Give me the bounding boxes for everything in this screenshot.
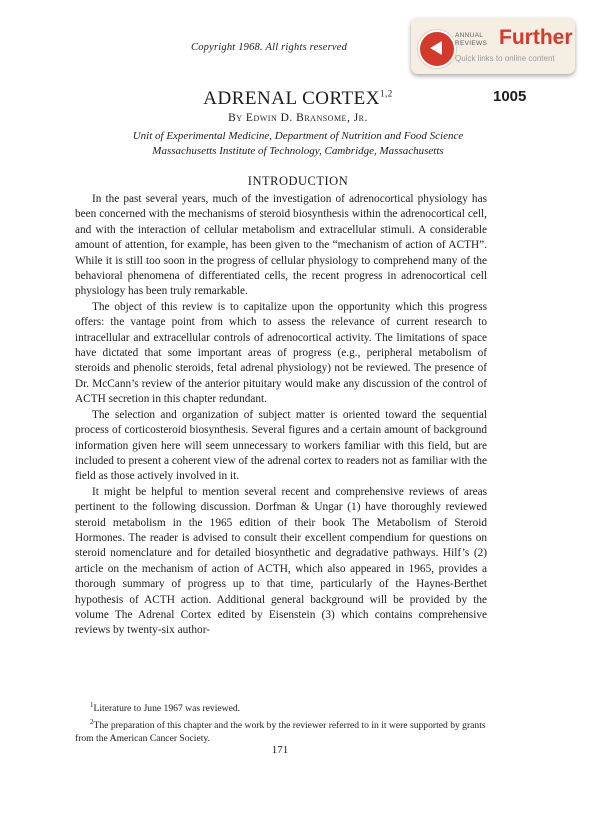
affiliation	[0, 129, 596, 158]
title-text: ADRENAL CORTEX	[203, 88, 380, 109]
footnote-2-mark: 2	[90, 717, 94, 726]
paragraph-4: It might be helpful to mention several recent and comprehensive reviews of areas pertinent to the following discussion. Dorfman & Ungar (1) have thoroughly reviewed steroid metabolism in the 1965 edition of their book The Metabolism of Steroid Hormones. The reader is advised to consult their excellent compendium for questions on steroid nomenclature and for detailed biosynthetic and degradative pathways. Hilf’s (2) article on the mechanism of action of ACTH, which also appeared in 1965, provides a thorough summary of progress up to that time, particularly of the Haynes-Berthet hypothesis of ACTH action. Additional general background will be provided by the volume The Adrenal Cortex edited by Eisenstein (3) which contains comprehensive reviews by twenty-six author-	[75, 485, 487, 637]
paragraph-3: The selection and organization of subject matter is oriented toward the sequential process of corticosteroid biosynthesis. Several figures and a certain amount of background information given here will seem unnecessary to workers familiar with this field, but are included to present a coherent view of the adrenal cortex to readers not as familiar with the field as those actively involved in it.	[75, 408, 487, 483]
brand-line-annual: ANNUAL	[455, 32, 484, 39]
brand-line-reviews: REVIEWS	[455, 39, 488, 47]
further-banner[interactable]	[411, 18, 575, 74]
further-label[interactable]: Further	[499, 26, 573, 49]
footnote-2-text: The preparation of this chapter and the work by the reviewer referred to in it were supported by grants from the American Cancer Society.	[75, 719, 486, 745]
affiliation-line-1: Unit of Experimental Medicine, Department of Nutrition and Food Science	[132, 130, 464, 142]
footnote-1-text: Literature to June 1967 was reviewed.	[93, 703, 241, 715]
page-number: 1005	[493, 88, 527, 105]
footnote-1	[75, 699, 487, 716]
paragraph-2: The object of this review is to capitalize upon the opportunity which this progress offers: the vantage point from which to assess the relevance of current research to intracellular and extracellular controls of adrenocortical activity. The limitations of space have dictated that some important areas of progress (e.g., peripheral metabolism of steroids and phenolic steroids, fetal adrenal physiology) not be reviewed. The presence of Dr. McCann’s review of the anterior pituitary would make any discussion of the control of ACTH secretion in this chapter redundant.	[75, 300, 487, 406]
affiliation-line-2: Massachusetts Institute of Technology, Cambridge, Massachusetts	[152, 144, 444, 157]
footnotes	[75, 699, 487, 746]
play-back-arrow-icon[interactable]	[418, 30, 456, 68]
section-heading: INTRODUCTION	[247, 174, 349, 188]
footnote-1-mark: 1	[90, 701, 94, 709]
annual-reviews-logo	[455, 32, 487, 47]
paragraph-1: In the past several years, much of the investigation of adrenocortical physiology has been concerned with the mechanisms of steroid biosynthesis within the adrenocortical cell, and with the interaction of cellular metabolism and extracellular stimuli. A considerable amount of attention, for example, has been given to the “mechanism of action of ACTH”. While it is still too soon in the progress of cellular physiology to comprehend many of the behavioral phenomena of differentiated cells, the recent progress in adrenocortical cell physiology has been truly remarkable.	[75, 193, 487, 298]
title-footnote-marks: 1,2	[379, 88, 393, 99]
author-line: By Edwin D. Bransome, Jr.	[228, 112, 368, 124]
article-body	[75, 192, 487, 639]
copyright-notice: Copyright 1968. All rights reserved	[191, 42, 348, 53]
folio: 171	[271, 744, 289, 756]
footnote-2	[75, 716, 487, 746]
further-subtitle[interactable]: Quick links to online content	[455, 54, 555, 63]
arrow-glyph-icon	[428, 39, 444, 57]
